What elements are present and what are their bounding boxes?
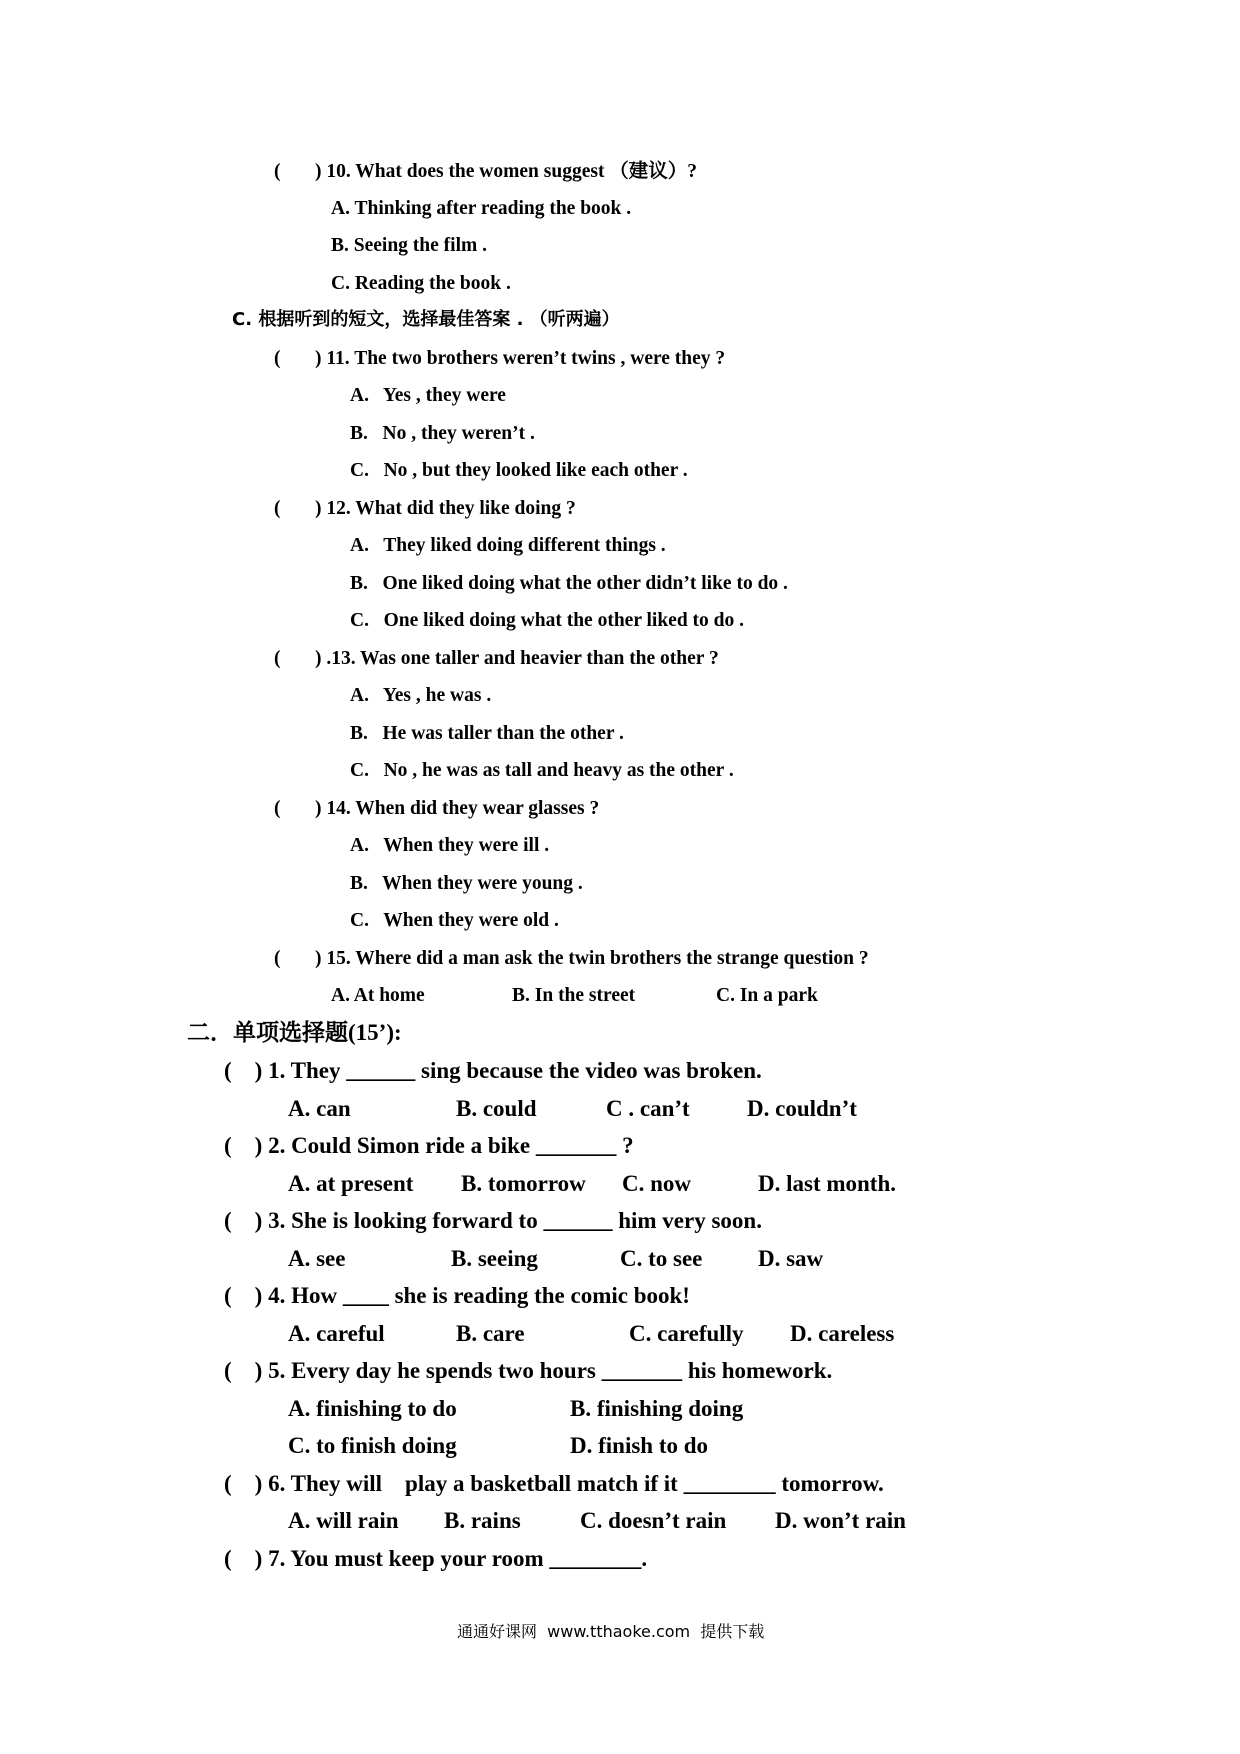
q13-option-a: A. Yes , he was . [350,685,492,706]
s2-q5-option-a: A. finishing to do [288,1396,457,1421]
s2-q5-option-b: B. finishing doing [570,1396,744,1421]
q12-option-a: A. They liked doing different things . [350,535,666,556]
s2-q1-option-c: C . can’t [606,1096,690,1121]
q10-option-b: B. Seeing the film . [331,235,487,256]
s2-q6-option-d: D. won’t rain [775,1508,906,1533]
q10-option-c: C. Reading the book . [331,273,511,294]
s2-q3-question: ( ) 3. She is looking forward to ______ him very soon. [224,1208,762,1233]
q10-paren: ( [274,161,281,182]
s2-q4-option-d: D. careless [790,1321,895,1346]
s2-q6-option-b: B. rains [444,1508,521,1533]
q13-question: ) .13. Was one taller and heavier than the other ? [315,648,719,669]
s2-q5-option-c: C. to finish doing [288,1433,457,1458]
q13-option-b: B. He was taller than the other . [350,723,624,744]
part-c-heading: C. 根据听到的短文，选择最佳答案 . （听两遍） [232,309,620,330]
q14-option-a: A. When they were ill . [350,835,550,856]
q12-question: ) 12. What did they like doing ? [315,498,576,519]
page-footer: 通通好课网 www.tthaoke.com 提供下载 [457,1622,765,1641]
q11-option-b: B. No , they weren’t . [350,423,535,444]
s2-q1-question: ( ) 1. They ______ sing because the video was broken. [224,1058,762,1083]
s2-q4-question: ( ) 4. How ____ she is reading the comic book! [224,1283,690,1308]
s2-q6-option-a: A. will rain [288,1508,399,1533]
s2-q3-option-d: D. saw [758,1246,824,1271]
q14-option-b: B. When they were young . [350,873,583,894]
q10-question: ) 10. What does the women suggest （建议）? [315,161,698,182]
q15-option-a: A. At home [331,985,425,1006]
q10-option-a: A. Thinking after reading the book . [331,198,632,219]
s2-q1-option-b: B. could [456,1096,537,1121]
s2-q2-question: ( ) 2. Could Simon ride a bike _______ ? [224,1133,634,1158]
q14-option-c: C. When they were old . [350,910,559,931]
s2-q1-option-a: A. can [288,1096,351,1121]
q11-option-c: C. No , but they looked like each other . [350,460,688,481]
q11-paren: ( [274,348,281,369]
s2-q2-option-b: B. tomorrow [461,1171,586,1196]
s2-q2-option-c: C. now [622,1171,692,1196]
s2-q3-option-c: C. to see [620,1246,703,1271]
q14-paren: ( [274,798,281,819]
s2-q4-option-b: B. care [456,1321,525,1346]
section-2-heading: 二．单项选择题(15’): [187,1020,402,1045]
q15-question: ) 15. Where did a man ask the twin brothers the strange question ? [315,948,869,969]
s2-q4-option-a: A. careful [288,1321,385,1346]
s2-q5-question: ( ) 5. Every day he spends two hours _______ his homework. [224,1358,833,1383]
s2-q2-option-a: A. at present [288,1171,414,1196]
s2-q7-question: ( ) 7. You must keep your room ________. [224,1546,648,1571]
s2-q3-option-b: B. seeing [451,1246,538,1271]
q14-question: ) 14. When did they wear glasses ? [315,798,600,819]
q15-option-c: C. In a park [716,985,818,1006]
s2-q5-option-d: D. finish to do [570,1433,709,1458]
q12-option-b: B. One liked doing what the other didn’t like to do . [350,573,788,594]
q13-option-c: C. No , he was as tall and heavy as the other . [350,760,734,781]
q15-paren: ( [274,948,281,969]
s2-q3-option-a: A. see [288,1246,346,1271]
q12-paren: ( [274,498,281,519]
s2-q2-option-d: D. last month. [758,1171,897,1196]
s2-q6-option-c: C. doesn’t rain [580,1508,727,1533]
q13-paren: ( [274,648,281,669]
q11-question: ) 11. The two brothers weren’t twins , were they ? [315,348,726,369]
q12-option-c: C. One liked doing what the other liked to do . [350,610,745,631]
s2-q1-option-d: D. couldn’t [747,1096,857,1121]
q15-option-b: B. In the street [512,985,636,1006]
s2-q6-question: ( ) 6. They will play a basketball match if it ________ tomorrow. [224,1471,884,1496]
q11-option-a: A. Yes , they were [350,385,506,406]
s2-q4-option-c: C. carefully [629,1321,744,1346]
